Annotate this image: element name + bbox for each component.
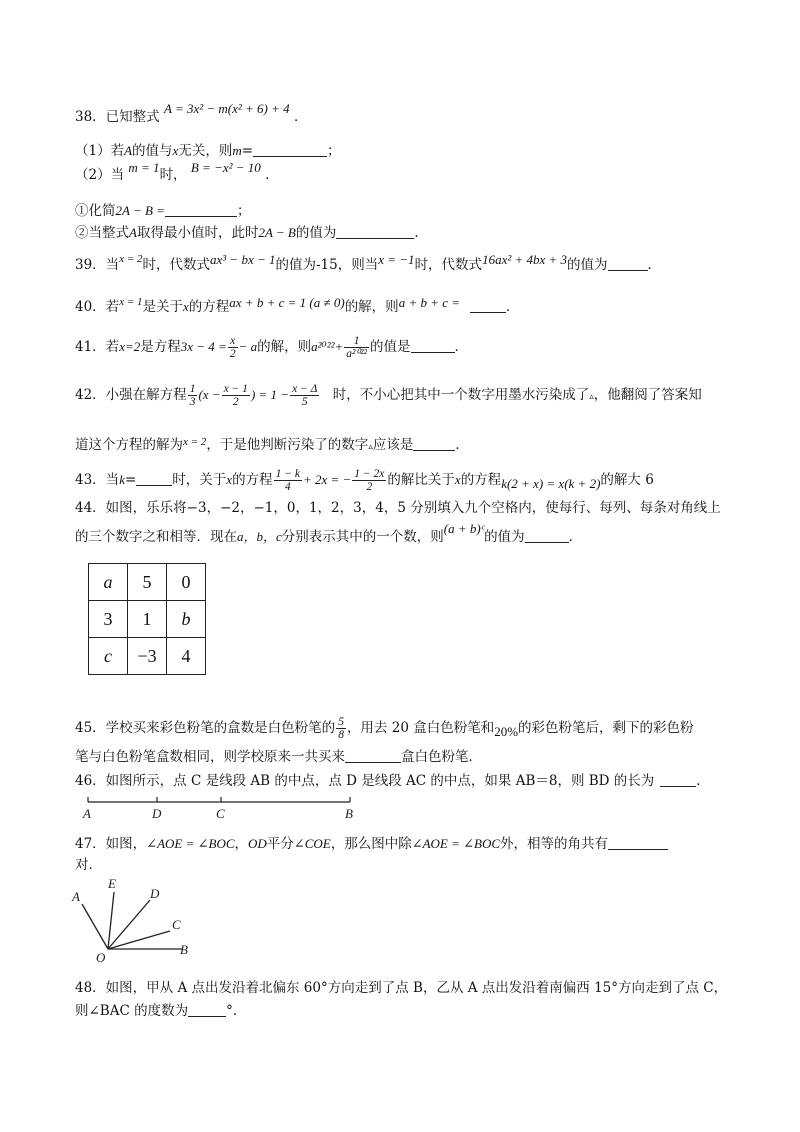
grid-cell: 3: [89, 601, 128, 638]
q38-part1: （1）若A的值与x无关，则m= ；: [75, 143, 341, 159]
label-b: B: [345, 806, 353, 821]
label-c: C: [216, 806, 225, 821]
answer-blank-42[interactable]: [413, 436, 455, 451]
q44-line2: 的三个数字之和相等．现在a，b，c分别表示其中的一个数，则(a + b)ᶜ的值为 ．: [75, 521, 583, 545]
q39: 39．当$^{x = 2}$时，代数式ax³ − bx − 1的值为-15，则当x = −1时，代数式16ax² + 4bx + 3的值为 ．: [75, 252, 662, 273]
frac-1-over-3: $\frac{1}{3}$: [189, 383, 196, 408]
q45-line1: 45．学校买来彩色粉笔的盒数是白色粉笔的 $\frac{5}{8}$ ，用去 20 盒白色粉笔和20%的彩色粉笔后，剩下的彩色粉: [75, 716, 694, 741]
label-o: O: [96, 950, 106, 964]
expr-A: A = 3x² − m(x² + 6) + 4: [163, 101, 290, 116]
grid-cell: c: [89, 638, 128, 675]
q40: 40．若$^{x = 1}$是关于x的方程ax + b + c = 1 (a ≠ 0)的解，则a + b + c = ．: [75, 295, 520, 315]
grid-cell: a: [89, 564, 128, 601]
label-b: B: [180, 942, 188, 957]
frac-1-over-a2022: $\frac{1}{\text{a²⁰²²}}$: [346, 335, 367, 360]
q44-line1: 44．如图，乐乐将−3，−2，−1，0，1，2，3，4，5 分别填入九个空格内，使每行、每列、每条对角线上: [75, 500, 721, 516]
answer-blank-40[interactable]: [470, 298, 506, 313]
ray-oc: [108, 931, 170, 949]
q47-line2: 对．: [75, 857, 102, 873]
ray-oa: [82, 904, 108, 949]
frac-x-1-over-2: $\frac{x - 1}{2}$: [223, 383, 248, 408]
answer-blank-39[interactable]: [608, 256, 648, 271]
q43: 43．当k= 时，关于x的方程 $\frac{1 - k}{4}$ + 2x = − $\frac{1 - 2x}{2}$ 的解比关于x的方程k(2 + x) = x(k + 2)的解大 6: [75, 468, 654, 493]
label-a: A: [83, 806, 91, 821]
triangle-icon: ▵: [368, 442, 373, 452]
answer-blank-38-2[interactable]: [165, 202, 237, 217]
q48-line2: 则∠BAC 的度数为 °．: [75, 1003, 247, 1019]
grid-cell: −3: [128, 638, 167, 675]
q38-stem: 38．已知整式 A = 3x² − m(x² + 6) + 4 ．: [75, 101, 308, 125]
answer-blank-43[interactable]: [136, 471, 172, 486]
frac-x-over-2: $\frac{x}{2}$: [229, 335, 236, 360]
answer-blank-46[interactable]: [660, 772, 696, 787]
q38-sub1: ①化简2A − B = ；: [75, 203, 251, 219]
ray-od: [108, 900, 150, 949]
q45-line2: 笔与白色粉笔盒数相同，则学校原来一共买来 盒白色粉笔．: [75, 749, 482, 765]
frac-1-2x-over-2: $\frac{1 - 2x}{2}$: [354, 468, 385, 493]
answer-blank-38-1[interactable]: [253, 142, 327, 157]
label-a: A: [72, 889, 80, 904]
angle-diagram: [70, 874, 200, 964]
answer-blank-44[interactable]: [525, 528, 569, 543]
grid-cell: 1: [128, 601, 167, 638]
grid-cell: b: [167, 601, 206, 638]
answer-blank-47[interactable]: [608, 835, 668, 850]
label-d: D: [150, 886, 160, 901]
answer-blank-38-3[interactable]: [336, 224, 414, 239]
q42-line2: 道这个方程的解为$^{x = 2}$，于是他判断污染了的数字▵应该是 ．: [75, 436, 469, 453]
q47-line1: 47．如图，∠AOE = ∠BOC，OD平分∠COE，那么图中除∠AOE = ∠BOC外，相等的角共有: [75, 835, 668, 853]
answer-blank-45[interactable]: [345, 748, 401, 763]
ray-oe: [108, 892, 114, 949]
q38-sub2: ②当整式A取得最小值时，此时2A − B的值为 ．: [75, 225, 428, 241]
answer-blank-41[interactable]: [411, 338, 455, 353]
answer-blank-48[interactable]: [188, 1002, 226, 1017]
grid-cell: 0: [167, 564, 206, 601]
grid-cell: 5: [128, 564, 167, 601]
q38-part2: （2）当 m = 1时， B = −x² − 10 ．: [75, 160, 279, 183]
triangle-icon: ▵: [589, 392, 594, 402]
label-e: E: [108, 876, 116, 891]
label-d: D: [152, 806, 162, 821]
q42-line1: 42．小强在解方程 $\frac{1}{3}$ (x − $\frac{x - 1}{2}$ ) = 1 − $\frac{x - \Delta}{5}$ 时，不小心把其中一个数字用墨水污染成了▵，他翻阅了答案知: [75, 383, 702, 408]
frac-x-delta-over-5: $\frac{x - \Delta}{5}$: [292, 383, 318, 408]
frac-5-over-8: $\frac{5}{8}$: [338, 716, 344, 741]
q48-line1: 48．如图，甲从 A 点出发沿着北偏东 60°方向走到了点 B，乙从 A 点出发沿着南偏西 15°方向走到了点 C，: [75, 980, 728, 996]
q41: 41．若x=2是方程3x − 4 = $\frac{x}{2}$ − a的解，则a²⁰²²+ $\frac{1}{\text{a²⁰²²}}$ 的值是 ．: [75, 335, 468, 360]
frac-1-k-over-4: $\frac{1 - k}{4}$: [275, 468, 300, 493]
grid-cell: 4: [167, 638, 206, 675]
q46-text: 46．如图所示，点 C 是线段 AB 的中点，点 D 是线段 AC 的中点，如果 AB＝8，则 BD 的长为 ．: [75, 773, 710, 789]
label-c: C: [172, 917, 181, 932]
segment-diagram: [80, 792, 370, 822]
magic-square-grid: [88, 563, 206, 675]
